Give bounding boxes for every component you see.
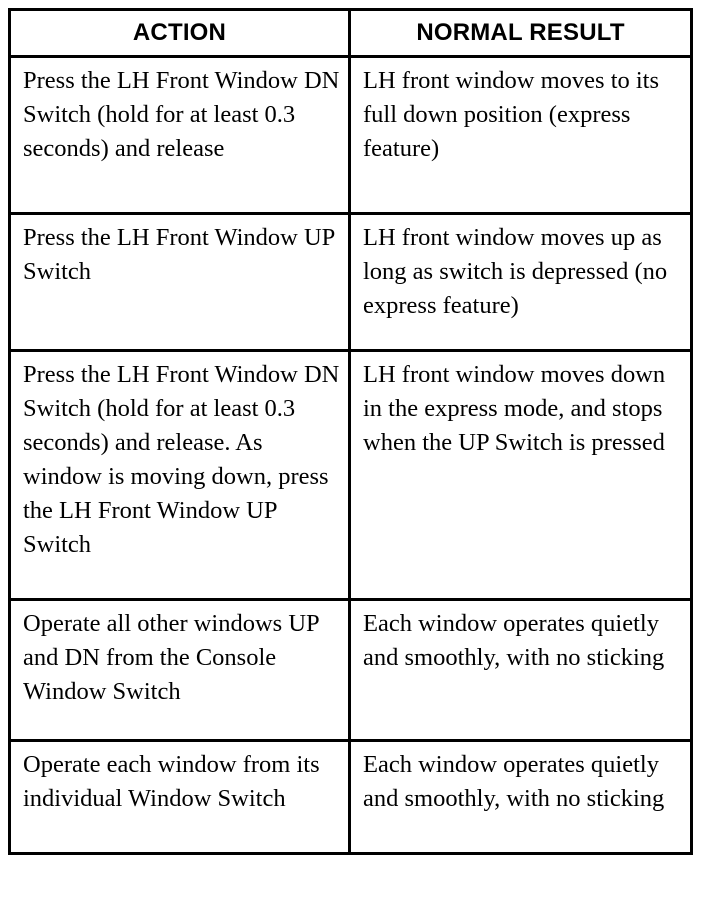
table-row	[10, 57, 692, 214]
table-row	[10, 741, 692, 854]
action-text: Press the LH Front Window DN Switch (hold for at least 0.3 seconds) and release. As window is moving down, press the LH Front Window UP Switch	[23, 361, 340, 558]
result-cell	[350, 57, 692, 214]
result-cell	[350, 600, 692, 741]
result-text: LH front window moves to its full down position (express feature)	[363, 67, 660, 162]
result-text: LH front window moves down in the express mode, and stops when the UP Switch is pressed	[363, 361, 666, 456]
table-row	[10, 600, 692, 741]
header-normal-result: NORMAL RESULT	[350, 10, 692, 57]
result-text: Each window operates quietly and smoothly, with no sticking	[363, 751, 665, 812]
action-cell	[10, 57, 350, 214]
action-cell	[10, 600, 350, 741]
action-cell	[10, 741, 350, 854]
action-text: Press the LH Front Window UP Switch	[23, 224, 335, 285]
result-cell	[350, 741, 692, 854]
result-text: LH front window moves up as long as switch is depressed (no express feature)	[363, 224, 668, 319]
table-row	[10, 351, 692, 600]
action-cell	[10, 214, 350, 351]
table-row	[10, 214, 692, 351]
action-text: Operate each window from its individual Window Switch	[23, 751, 320, 812]
action-text: Press the LH Front Window DN Switch (hold for at least 0.3 seconds) and release	[23, 67, 340, 162]
result-cell	[350, 351, 692, 600]
action-text: Operate all other windows UP and DN from the Console Window Switch	[23, 610, 319, 705]
result-cell	[350, 214, 692, 351]
action-result-table	[8, 8, 693, 855]
header-action: ACTION	[10, 10, 350, 57]
result-text: Each window operates quietly and smoothly, with no sticking	[363, 610, 665, 671]
action-cell	[10, 351, 350, 600]
header-row	[10, 10, 692, 57]
